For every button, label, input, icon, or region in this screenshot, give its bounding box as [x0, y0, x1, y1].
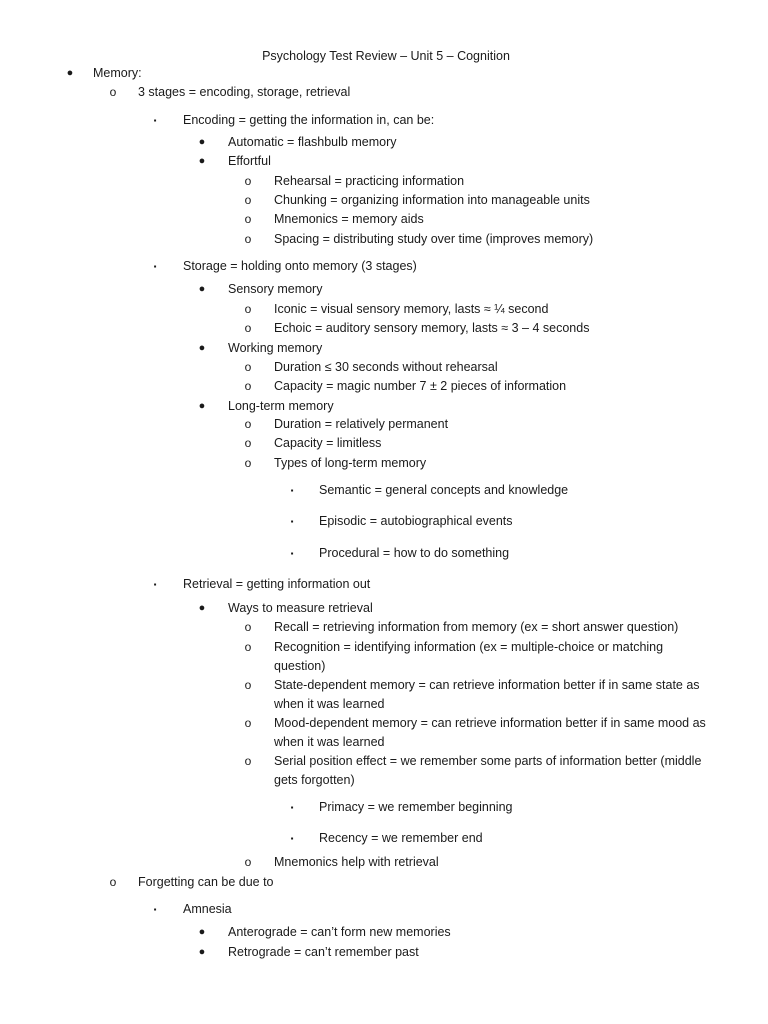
outline-item-text: Storage = holding onto memory (3 stages) — [183, 259, 417, 273]
outline-item — [0, 733, 768, 752]
dot-bullet-icon: ● — [198, 926, 206, 938]
outline-item — [0, 481, 768, 500]
outline-item-text: Long-term memory — [228, 399, 334, 413]
outline-item-text: Ways to measure retrieval — [228, 601, 373, 615]
dot-bullet-icon: ● — [66, 67, 74, 79]
dot-bullet-icon: ● — [198, 602, 206, 614]
outline-item-text: Serial position effect = we remember some parts of information better (middle — [274, 754, 702, 768]
circle-bullet-icon: o — [244, 174, 252, 188]
outline-item-text: Duration ≤ 30 seconds without rehearsal — [274, 360, 498, 374]
circle-bullet-icon: o — [244, 360, 252, 374]
outline-item-text: Duration = relatively permanent — [274, 417, 449, 431]
outline-item — [0, 358, 768, 377]
outline-item — [0, 853, 768, 872]
outline-item-text: Sensory memory — [228, 282, 323, 296]
outline-item-text: Retrieval = getting information out — [183, 577, 371, 591]
circle-bullet-icon: o — [244, 232, 252, 246]
outline-item — [0, 397, 768, 416]
outline-item-text: Episodic = autobiographical events — [319, 514, 513, 528]
circle-bullet-icon: o — [244, 193, 252, 207]
outline-item-text: Working memory — [228, 341, 323, 355]
outline-item-text: State-dependent memory = can retrieve information better if in same state as — [274, 678, 700, 692]
outline-item-text: Mnemonics = memory aids — [274, 212, 424, 226]
outline-item-text: Mood-dependent memory = can retrieve information better if in same mood as — [274, 716, 706, 730]
outline-item — [0, 64, 768, 83]
outline-item — [0, 434, 768, 453]
outline-item-text: Procedural = how to do something — [319, 546, 510, 560]
outline-item — [0, 638, 768, 657]
circle-bullet-icon: o — [109, 875, 117, 889]
outline-item — [0, 544, 768, 563]
square-bullet-icon: ▪ — [290, 486, 294, 495]
square-bullet-icon: ▪ — [290, 549, 294, 558]
outline-item-text: Recall = retrieving information from memory (ex = short answer question) — [274, 620, 679, 634]
circle-bullet-icon: o — [244, 302, 252, 316]
page-title: Psychology Test Review – Unit 5 – Cognition — [262, 49, 510, 63]
outline-item-text: Semantic = general concepts and knowledge — [319, 483, 569, 497]
outline-item-text: Rehearsal = practicing information — [274, 174, 465, 188]
outline-item-text: Effortful — [228, 154, 271, 168]
outline-item — [0, 657, 768, 676]
square-bullet-icon: ▪ — [290, 803, 294, 812]
outline-item — [0, 512, 768, 531]
outline-item-text: Encoding = getting the information in, can be: — [183, 113, 435, 127]
circle-bullet-icon: o — [244, 678, 252, 692]
outline-item — [0, 676, 768, 695]
circle-bullet-icon: o — [244, 212, 252, 226]
outline-item — [0, 695, 768, 714]
outline-item-text: 3 stages = encoding, storage, retrieval — [138, 85, 351, 99]
outline-item — [0, 280, 768, 299]
outline-item — [0, 575, 768, 594]
outline-item — [0, 771, 768, 790]
square-bullet-icon: ▪ — [153, 262, 157, 271]
dot-bullet-icon: ● — [198, 342, 206, 354]
dot-bullet-icon: ● — [198, 946, 206, 958]
outline-item — [0, 943, 768, 962]
circle-bullet-icon: o — [244, 417, 252, 431]
outline-item — [0, 829, 768, 848]
circle-bullet-icon: o — [244, 620, 252, 634]
outline-item — [0, 714, 768, 733]
outline-item — [0, 230, 768, 249]
outline-item-continuation: when it was learned — [274, 735, 385, 749]
outline-item-text: Types of long-term memory — [274, 456, 427, 470]
circle-bullet-icon: o — [244, 716, 252, 730]
circle-bullet-icon: o — [244, 379, 252, 393]
outline-item — [0, 618, 768, 637]
outline-item — [0, 133, 768, 152]
dot-bullet-icon: ● — [198, 400, 206, 412]
circle-bullet-icon: o — [244, 436, 252, 450]
dot-bullet-icon: ● — [198, 136, 206, 148]
outline-item — [0, 111, 768, 130]
outline-item — [0, 415, 768, 434]
outline-item-text: Amnesia — [183, 902, 232, 916]
outline-item-text: Memory: — [93, 66, 142, 80]
outline-item-text: Retrograde = can’t remember past — [228, 945, 419, 959]
outline-item-continuation: gets forgotten) — [274, 773, 355, 787]
outline-item-text: Recency = we remember end — [319, 831, 483, 845]
dot-bullet-icon: ● — [198, 283, 206, 295]
outline-item-text: Chunking = organizing information into manageable units — [274, 193, 590, 207]
outline-item — [0, 83, 768, 102]
outline-item-continuation: when it was learned — [274, 697, 385, 711]
circle-bullet-icon: o — [244, 754, 252, 768]
outline-item-text: Echoic = auditory sensory memory, lasts ≈ 3 – 4 seconds — [274, 321, 590, 335]
dot-bullet-icon: ● — [198, 155, 206, 167]
square-bullet-icon: ▪ — [153, 905, 157, 914]
square-bullet-icon: ▪ — [153, 580, 157, 589]
circle-bullet-icon: o — [244, 640, 252, 654]
outline-item-text: Anterograde = can’t form new memories — [228, 925, 451, 939]
outline-item — [0, 599, 768, 618]
square-bullet-icon: ▪ — [290, 834, 294, 843]
outline-item — [0, 191, 768, 210]
circle-bullet-icon: o — [244, 321, 252, 335]
outline-item — [0, 257, 768, 276]
circle-bullet-icon: o — [244, 855, 252, 869]
outline-item — [0, 339, 768, 358]
outline-item — [0, 152, 768, 171]
outline-item-text: Recognition = identifying information (ex = multiple-choice or matching — [274, 640, 664, 654]
outline-item — [0, 900, 768, 919]
outline-item — [0, 454, 768, 473]
circle-bullet-icon: o — [109, 85, 117, 99]
outline-item — [0, 319, 768, 338]
outline-item-text: Primacy = we remember beginning — [319, 800, 513, 814]
outline-item — [0, 752, 768, 771]
outline-item-continuation: question) — [274, 659, 326, 673]
outline-item — [0, 873, 768, 892]
outline-item — [0, 923, 768, 942]
square-bullet-icon: ▪ — [290, 517, 294, 526]
outline-item-text: Forgetting can be due to — [138, 875, 274, 889]
outline-item-text: Automatic = flashbulb memory — [228, 135, 397, 149]
outline-item — [0, 300, 768, 319]
outline-item-text: Capacity = magic number 7 ± 2 pieces of information — [274, 379, 567, 393]
outline-item-text: Spacing = distributing study over time (improves memory) — [274, 232, 594, 246]
outline-item — [0, 377, 768, 396]
square-bullet-icon: ▪ — [153, 116, 157, 125]
outline-item-text: Mnemonics help with retrieval — [274, 855, 439, 869]
outline-item-text: Iconic = visual sensory memory, lasts ≈ ¼ second — [274, 302, 549, 316]
outline-item-text: Capacity = limitless — [274, 436, 382, 450]
outline-item — [0, 172, 768, 191]
outline-item — [0, 210, 768, 229]
outline-item — [0, 798, 768, 817]
circle-bullet-icon: o — [244, 456, 252, 470]
